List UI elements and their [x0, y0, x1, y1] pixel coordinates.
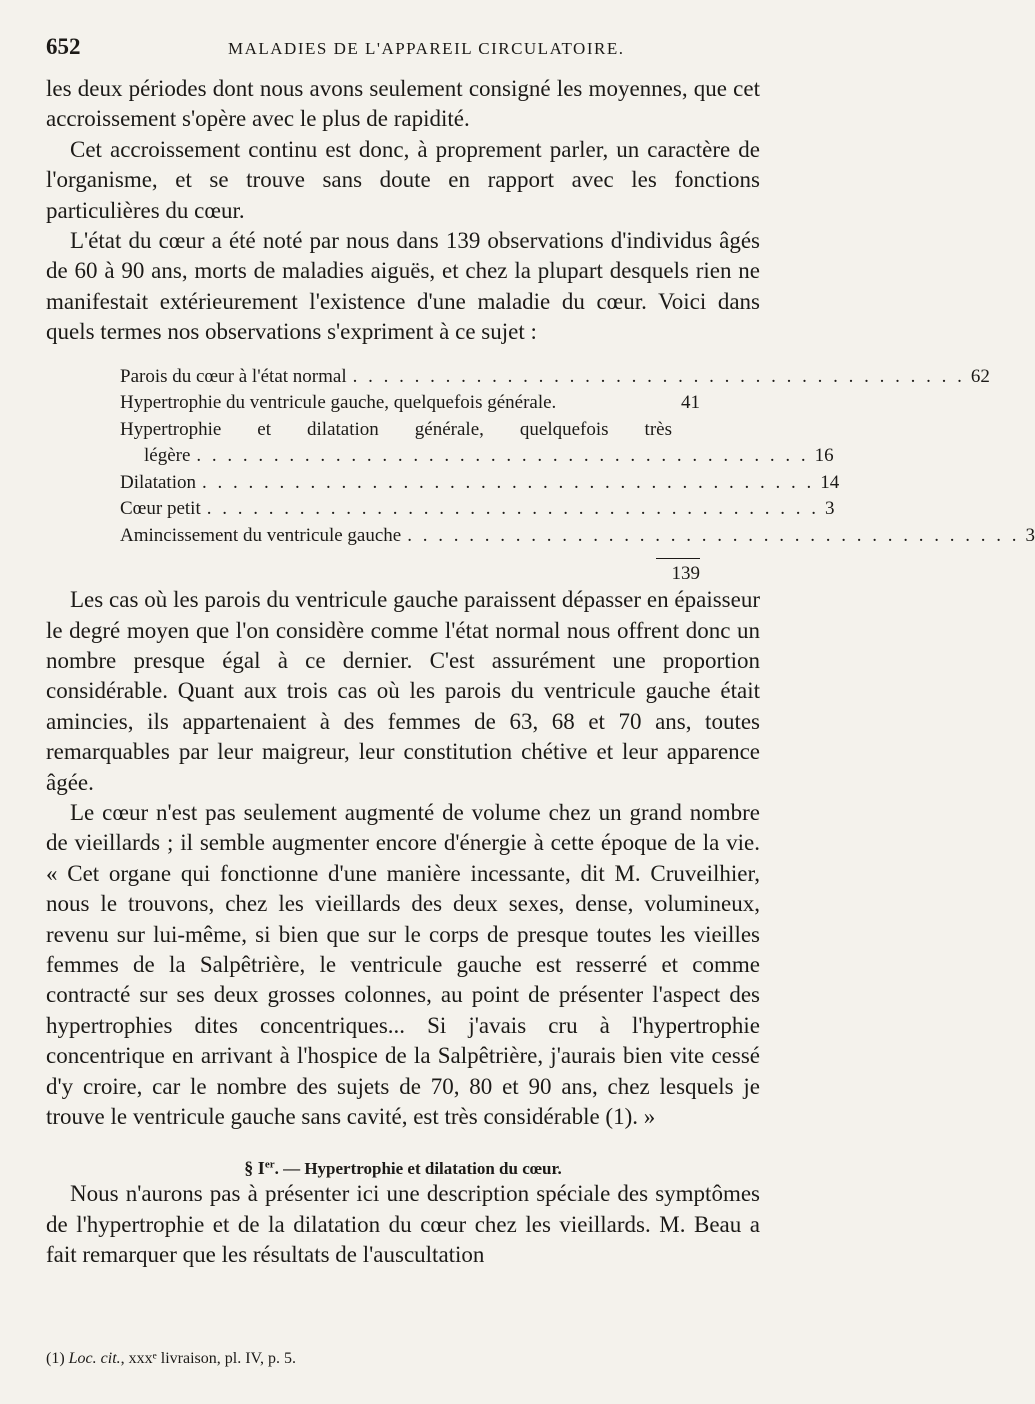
stat-value: 16 [814, 445, 834, 467]
leader-dots: . . . . . . . . . . . . . . . . . . . . . . . . . . . . . . . . . . . . . . . . [352, 365, 965, 387]
stat-row [120, 524, 1035, 552]
footnote-mark: (1) [46, 1350, 65, 1367]
leader-dots: . . . . . . . . . . . . . . . . . . . . . . . . . . . . . . . . . . . . . . . . [206, 498, 819, 520]
paragraph-observations: L'état du cœur a été noté par nous dans 139 observations d'individus âgés de 60 à 90 ans, morts de maladies aiguës, et chez la plupart desquels rien ne manifestait extérieurement l'existence d'une maladie du cœur. Voici dans quels termes nos observations s'expriment à ce sujet : [46, 228, 760, 345]
leader-dots: . . . . . . . . . . . . . . . . . . . . . . . . . . . . . . . . . . . . . . . . [201, 471, 815, 493]
footnote-detail: , xxxᵉ livraison, pl. IV, p. 5. [120, 1350, 297, 1367]
stat-label: Parois du cœur à l'état normal [120, 365, 347, 387]
leader-dots: . . . . . . . . . . . . . . . . . . . . . . . . . . . . . . . . . . . . . . . . [407, 524, 1020, 546]
stat-value: 14 [820, 471, 840, 493]
stat-value: 62 [970, 365, 990, 387]
footnote [46, 1350, 296, 1368]
total-row [120, 551, 700, 585]
section-title: . — Hypertrophie et dilatation du cœur. [274, 1159, 562, 1179]
stat-row [120, 471, 840, 499]
stat-value: 41 [681, 392, 700, 414]
section-heading [46, 1158, 760, 1179]
stat-value: 3 [825, 498, 835, 520]
section-number: § I [244, 1158, 265, 1179]
leader-dots: . . . . . . . . . . . . . . . . . . . . . . . . . . . . . . . . . . . . . . . . [196, 445, 809, 467]
section-number-sup: er [264, 1158, 275, 1171]
page-number: 652 [46, 34, 81, 59]
statistics-table [120, 365, 1035, 586]
stat-row [120, 418, 834, 472]
paragraph-parois: Les cas où les parois du ventricule gauche paraissent dépasser en épaisseur le degré moyen que l'on considère comme l'état normal nous offrent donc un nombre presque égal à ce dernier. C'est assurément une proportion considérable. Quant aux trois cas où les parois du ventricule gauche était amincies, ils appartenaient à des femmes de 63, 68 et 70 ans, toutes remarquables par leur maigreur, leur constitution chétive et leur apparence âgée. [46, 587, 760, 795]
stat-row [120, 498, 835, 525]
stat-label: Amincissement du ventricule gauche [120, 524, 402, 546]
stat-label: Cœur petit [120, 498, 201, 520]
paragraph-continuation: les deux périodes dont nous avons seulement consigné les moyennes, que cet accroissement s'opère avec le plus de rapidité. [46, 76, 760, 132]
page-header [46, 34, 760, 74]
stat-label: Dilatation [120, 471, 196, 493]
stat-value: 3 [1025, 524, 1035, 546]
running-head: MALADIES DE L'APPAREIL CIRCULATOIRE. [228, 39, 625, 58]
stat-label: Hypertrophie et dilatation générale, quelquefois très [120, 418, 672, 440]
stat-label: Hypertrophie du ventricule gauche, quelquefois générale. [120, 392, 557, 414]
stat-total: 139 [656, 558, 700, 585]
stat-row [120, 365, 990, 393]
stat-row [120, 392, 700, 419]
paragraph-cruveilhier: Le cœur n'est pas seulement augmenté de volume chez un grand nombre de vieillards ; il semble augmenter encore d'énergie à cette époque de la vie. « Cet organe qui fonctionne d'une manière incessante, dit M. Cruveilhier, nous le trouvons, chez les vieillards des deux sexes, dense, volumineux, revenu sur lui-même, si bien que sur le corps de presque toutes les vieilles femmes de la Salpêtrière, le ventricule gauche est resserré et comme contracté sur ses deux grosses colonnes, au point de présenter l'aspect des hypertrophies dites concentriques... Si j'avais cru à l'hypertrophie concentrique en arrivant à l'hospice de la Salpêtrière, j'aurais bien vite cessé d'y croire, car le nombre des sujets de 70, 80 et 90 ans, chez lesquels je trouve le ventricule gauche sans cavité, est très considérable (1). » [46, 800, 760, 1130]
stat-label-continued: légère [144, 445, 191, 467]
footnote-source: Loc. cit. [68, 1350, 121, 1367]
paragraph-symptomes: Nous n'aurons pas à présenter ici une description spéciale des symptômes de l'hypertrophie et de la dilatation du cœur chez les vieillards. M. Beau a fait remarquer que les résultats de l'auscultation [46, 1181, 760, 1268]
paragraph-accroissement: Cet accroissement continu est donc, à proprement parler, un caractère de l'organisme, et se trouve sans doute en rapport avec les fonctions particulières du cœur. [46, 136, 760, 223]
